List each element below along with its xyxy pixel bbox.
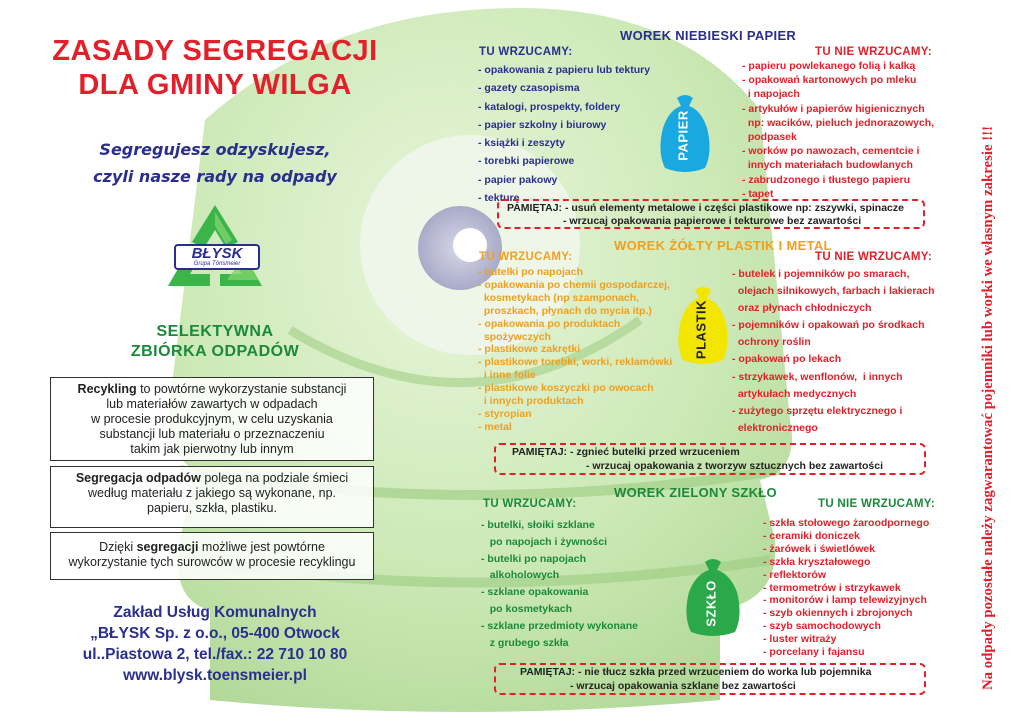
list-item: - tekturę <box>478 192 520 205</box>
list-item: np: wacików, pieluch jednorazowych, <box>742 116 935 129</box>
list-item: ochrony roślin <box>732 336 811 349</box>
segregation-definition <box>50 466 374 528</box>
selective-line1: SELEKTYWNA <box>156 323 274 340</box>
blysk-logo <box>174 244 260 270</box>
segregation-line1: polega na podziale śmieci <box>200 471 349 485</box>
list-item: alkoholowych <box>481 569 560 582</box>
glass-section-title: WOREK ZIELONY SZKŁO <box>614 485 777 500</box>
list-item: - butelki, słoiki szklane <box>481 519 595 531</box>
selective-heading <box>90 322 340 362</box>
address-line3: ul..Piastowa 2, tel./fax.: 22 710 10 80 <box>82 646 348 663</box>
list-item: - metal <box>478 420 512 433</box>
glass-forbidden-list <box>763 517 929 659</box>
recycling-line5: takim jak pierwotny lub innym <box>130 442 294 456</box>
list-item: olejach silnikowych, farbach i lakierach <box>732 285 935 298</box>
paper-reminder-line1: - usuń elementy metalowe i części plastikowe np: zszywki, spinacze <box>562 202 904 214</box>
list-item: - katalogi, prospekty, foldery <box>478 100 621 113</box>
paper-in-heading: TU WRZUCAMY: <box>479 46 573 58</box>
recycling-line2: lub materiałów zawartych w odpadach <box>106 397 318 411</box>
recycling-line3: w procesie produkcyjnym, w celu uzyskania <box>91 412 333 426</box>
plastic-reminder-label: PAMIĘTAJ: <box>512 446 568 458</box>
thanks-term: segregacji <box>136 540 199 554</box>
recycling-definition <box>50 377 374 461</box>
list-item: po kosmetykach <box>481 602 573 615</box>
list-item: - szklane przedmioty wykonane <box>481 619 638 632</box>
plastic-in-heading: TU WRZUCAMY: <box>479 251 573 263</box>
list-item: - monitorów i lamp telewizyjnych <box>763 594 927 607</box>
page-title-line2: DLA GMINY WILGA <box>78 69 352 101</box>
list-item: - szyb samochodowych <box>763 620 881 633</box>
recycling-line4: substancji lub materiału o przeznaczeniu <box>99 427 325 441</box>
list-item: i innych produktach <box>478 395 584 408</box>
list-item: - artykułów i papierów higienicznych <box>742 102 925 115</box>
list-item: - papieru powlekanego folią i kalką <box>742 60 916 72</box>
website-link[interactable]: www.blysk.toensmeier.pl <box>123 667 307 684</box>
list-item: - opakowań po lekach <box>732 353 842 366</box>
segregation-term: Segregacja odpadów <box>75 471 201 485</box>
list-item: - szyb okiennych i zbrojonych <box>763 607 913 620</box>
plastic-out-heading: TU NIE WRZUCAMY: <box>815 251 933 263</box>
list-item: - żarówek i świetlówek <box>763 542 876 555</box>
glass-allowed-list <box>481 517 638 651</box>
list-item: - opakowania po produktach <box>478 317 621 330</box>
paper-allowed-list <box>478 61 650 207</box>
glass-reminder-line2: - wrzucaj opakowania szklane bez zawartości <box>570 680 796 692</box>
list-item: - styropian <box>478 407 532 420</box>
segregation-line2: według materiału z jakiego są wykonane, np. <box>87 486 337 500</box>
glass-reminder-label: PAMIĘTAJ: <box>520 666 576 678</box>
list-item: - ceramiki doniczek <box>763 529 860 542</box>
list-item: - papier szkolny i biurowy <box>478 118 607 131</box>
list-item: spożywczych <box>478 330 551 343</box>
list-item: kosmetykach (np szamponach, <box>478 291 640 304</box>
list-item: - szklane opakowania <box>481 586 589 599</box>
list-item: - zabrudzonego i tłustego papieru <box>742 173 910 186</box>
list-item: - porcelany i fajansu <box>763 646 865 659</box>
list-item: - butelki po napojach <box>478 266 584 278</box>
list-item: - strzykawek, wenflonów, i innych <box>732 370 903 383</box>
list-item: - opakowania z papieru lub tektury <box>478 64 651 76</box>
list-item: - gazety czasopisma <box>478 82 580 95</box>
paper-reminder <box>497 199 925 229</box>
glass-bag-label: SZKŁO <box>703 580 719 627</box>
page-title <box>30 34 400 102</box>
list-item: - termometrów i strzykawek <box>763 581 901 594</box>
list-item: - reflektorów <box>763 568 827 581</box>
segregation-line3: papieru, szkła, plastiku. <box>147 501 277 515</box>
list-item: innych materiałach budowlanych <box>742 159 913 172</box>
list-item: - butelek i pojemników po smarach, <box>732 268 910 280</box>
list-item: proszkach, płynach do mycia itp.) <box>478 304 652 317</box>
selective-line2: ZBIÓRKA ODPADÓW <box>130 343 300 360</box>
slogan <box>60 136 370 190</box>
list-item: oraz płynach chłodniczych <box>732 302 872 315</box>
address-line2: „BŁYSK Sp. z o.o., 05-400 Otwock <box>90 625 340 642</box>
slogan-line1: Segregujesz odzyskujesz, <box>99 140 331 159</box>
list-item: - plastikowe torebki, worki, reklamówki <box>478 356 673 369</box>
list-item: artykułach medycznych <box>732 387 857 400</box>
paper-reminder-line2: - wrzucaj opakowania papierowe i tekturowe bez zawartości <box>563 215 862 227</box>
plastic-reminder-line1: - zgnieć butelki przed wrzuceniem <box>567 446 740 458</box>
plastic-section-title: WOREK ŻÓŁTY PLASTIK I METAL <box>614 238 832 253</box>
thanks-definition <box>50 532 374 580</box>
list-item: - butelki po napojach <box>481 552 587 565</box>
plastic-bag-label: PLASTIK <box>693 299 709 360</box>
list-item: - pojemników i opakowań po środkach <box>732 319 925 332</box>
plastic-forbidden-list <box>732 266 935 437</box>
list-item: - opakowań kartonowych po mleku <box>742 74 917 87</box>
slogan-line2: czyli nasze rady na odpady <box>93 167 337 186</box>
list-item: - papier pakowy <box>478 173 558 186</box>
paper-section-title: WOREK NIEBIESKI PAPIER <box>620 28 797 43</box>
list-item: - tapet <box>742 187 774 200</box>
list-item: podpasek <box>742 131 797 144</box>
thanks-prefix: Dzięki <box>99 540 137 554</box>
glass-out-heading: TU NIE WRZUCAMY: <box>818 498 936 510</box>
list-item: - worków po nawozach, cementcie i <box>742 145 920 158</box>
list-item: - plastikowe koszyczki po owocach <box>478 382 654 395</box>
page-title-line1: ZASADY SEGREGACJI <box>52 35 378 67</box>
recycling-term: Recykling <box>77 382 137 396</box>
recycling-line1: to powtórne wykorzystanie substancji <box>136 382 347 396</box>
thanks-line1: możliwe jest powtórne <box>198 540 325 554</box>
list-item: - torebki papierowe <box>478 155 575 168</box>
logo-group-text: Grupa Tönsmeier <box>193 261 241 267</box>
list-item: i inne folie <box>478 369 536 382</box>
vertical-note <box>968 30 1008 702</box>
list-item: z grubego szkła <box>481 636 569 649</box>
list-item: i napojach <box>742 88 800 101</box>
list-item: - zużytego sprzętu elektrycznego i <box>732 404 903 417</box>
plastic-reminder <box>494 443 926 475</box>
list-item: po napojach i żywności <box>481 535 608 548</box>
list-item: - książki i zeszyty <box>478 137 565 150</box>
paper-reminder-label: PAMIĘTAJ: <box>507 202 563 214</box>
list-item: - szkła kryształowego <box>763 555 871 568</box>
plastic-allowed-list <box>478 266 672 434</box>
glass-reminder-line1: - nie tłucz szkła przed wrzuceniem do worka lub pojemnika <box>575 666 872 678</box>
list-item: - opakowania po chemii gospodarczej, <box>478 278 670 291</box>
glass-in-heading: TU WRZUCAMY: <box>483 498 577 510</box>
address-line1: Zakład Usług Komunalnych <box>113 604 317 621</box>
plastic-reminder-line2: - wrzucaj opakowania z tworzyw sztucznych bez zawartości <box>586 460 883 472</box>
company-address <box>60 602 370 686</box>
glass-reminder <box>494 663 926 695</box>
list-item: - plastikowe zakrętki <box>478 343 581 356</box>
list-item: elektronicznego <box>732 421 818 434</box>
vertical-note-text: Na odpady pozostałe należy zagwarantować pojemniki lub worki we własnym zakresie !!! <box>980 125 996 690</box>
thanks-line2: wykorzystanie tych surowców w procesie recyklingu <box>68 555 356 569</box>
list-item: - szkła stołowego żaroodpornego <box>763 517 930 529</box>
logo-brand-text: BŁYSK <box>191 245 243 262</box>
paper-forbidden-list <box>742 59 934 201</box>
list-item: - luster witraży <box>763 633 837 646</box>
paper-out-heading: TU NIE WRZUCAMY: <box>815 46 933 58</box>
paper-bag-label: PAPIER <box>675 110 691 161</box>
